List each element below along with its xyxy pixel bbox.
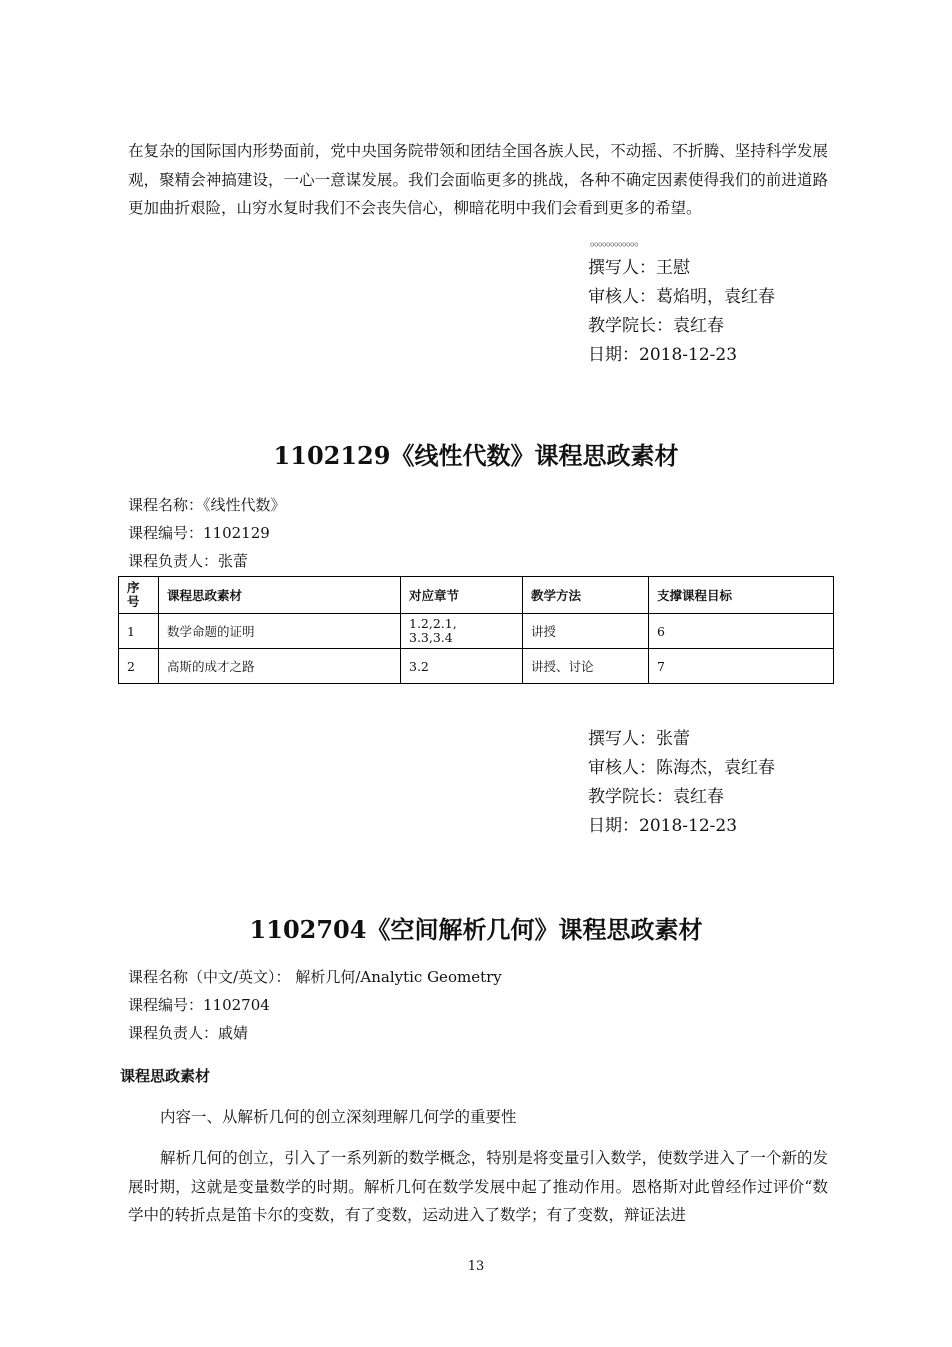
table-row xyxy=(119,614,834,649)
cell-goal: 6 xyxy=(649,614,834,649)
content-heading: 内容一、从解析几何的创立深刻理解几何学的重要性 xyxy=(160,1108,517,1126)
date: 日期：2018-12-23 xyxy=(588,816,738,836)
course-name: 课程名称：《线性代数》 xyxy=(128,496,286,514)
course-leader: 课程负责人：戚婧 xyxy=(128,1024,249,1042)
writer: 撰写人：王慰 xyxy=(588,258,690,278)
course2-title: 1102704《空间解析几何》课程思政素材 xyxy=(249,915,703,944)
dean: 教学院长：袁红春 xyxy=(588,787,724,807)
cell-material: 数学命题的证明 xyxy=(159,614,401,649)
cell-seq: 2 xyxy=(119,649,159,684)
cell-method: 讲授 xyxy=(523,614,649,649)
course1-title: 1102129《线性代数》课程思政素材 xyxy=(273,441,679,470)
reviewer: 审核人：陈海杰，袁红春 xyxy=(588,758,775,778)
table-header-row xyxy=(119,577,834,614)
date: 日期：2018-12-23 xyxy=(588,345,738,365)
cell-seq: 1 xyxy=(119,614,159,649)
reviewer: 审核人：葛焰明，袁红春 xyxy=(588,287,775,307)
course-code: 课程编号：1102704 xyxy=(128,996,270,1014)
section-heading: 课程思政素材 xyxy=(120,1067,211,1085)
header-method: 教学方法 xyxy=(523,577,649,614)
cell-chapter: 3.2 xyxy=(401,649,523,684)
materials-table xyxy=(118,576,834,684)
cell-method: 讲授、讨论 xyxy=(523,649,649,684)
writer: 撰写人：张蕾 xyxy=(588,729,690,749)
content-paragraph: 解析几何的创立，引入了一系列新的数学概念，特别是将变量引入数学，使数学进入了一个新的发展时期，这就是变量数学的时期。解析几何在数学发展中起了推动作用。恩格斯对此曾经作过评价“数学中的转折点是笛卡尔的变数，有了变数，运动进入了数学；有了变数，辩证法进 xyxy=(128,1149,828,1224)
course1-info xyxy=(128,491,286,575)
course-name: 课程名称（中文/英文）： 解析几何/Analytic Geometry xyxy=(128,968,502,986)
table-row xyxy=(119,649,834,684)
course-code: 课程编号：1102129 xyxy=(128,524,270,542)
cell-chapter: 1.2,2.1, 3.3,3.4 xyxy=(401,614,523,649)
course2-info xyxy=(128,963,502,1047)
dean: 教学院长：袁红春 xyxy=(588,316,724,336)
header-seq: 序号 xyxy=(119,577,159,614)
cell-goal: 7 xyxy=(649,649,834,684)
header-goal: 支撑课程目标 xyxy=(649,577,834,614)
header-material: 课程思政素材 xyxy=(159,577,401,614)
intro-paragraph: 在复杂的国际国内形势面前，党中央国务院带领和团结全国各族人民，不动摇、不折腾、坚持科学发展观，聚精会神搞建设，一心一意谋发展。我们会面临更多的挑战，各种不确定因素使得我们的前进道路更加曲折艰险，山穷水复时我们不会丧失信心，柳暗花明中我们会看到更多的希望。 xyxy=(128,142,828,217)
signature-block-2 xyxy=(588,725,775,841)
cell-material: 高斯的成才之路 xyxy=(159,649,401,684)
page-number: 13 xyxy=(467,1259,485,1274)
header-chapter: 对应章节 xyxy=(401,577,523,614)
course-leader: 课程负责人：张蕾 xyxy=(128,552,249,570)
signature-block-1 xyxy=(588,254,775,370)
ellipsis: 。。。。。。。。。。。。 xyxy=(590,234,645,248)
